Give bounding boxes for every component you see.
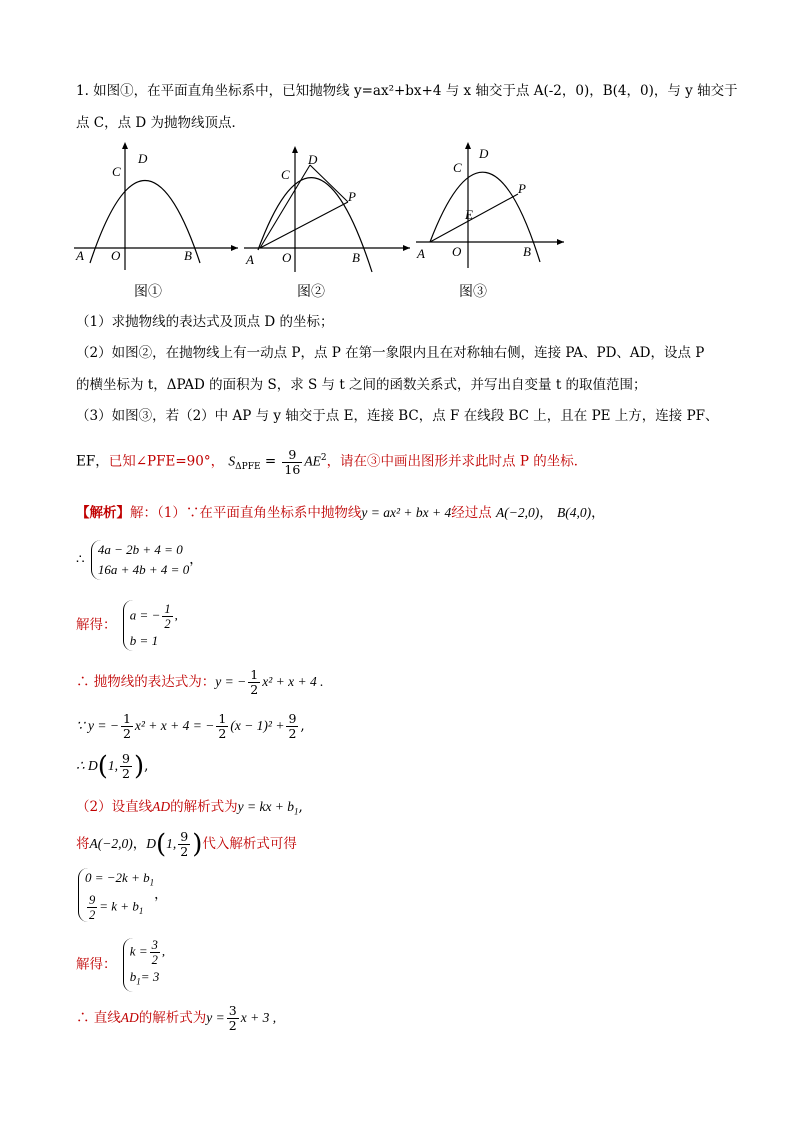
sol2-k-den: 2 (151, 953, 158, 967)
vertex-frac-3-den: 2 (288, 726, 297, 741)
line-ad-expression (76, 1004, 276, 1033)
parabola-expression (76, 668, 323, 697)
q3-fraction (282, 448, 302, 477)
system-2-row-1: 0 = −2k + b (85, 870, 150, 885)
fig3-label-P: P (518, 181, 526, 196)
q3-frac-den: 16 (284, 461, 301, 477)
sol2-k: k = (129, 943, 148, 959)
vertex-mid-1: x² + x + 4 = − (134, 718, 215, 733)
expr-den: 2 (250, 682, 259, 697)
expr-frac (248, 668, 260, 697)
question-2-line-2: 的横坐标为 t，ΔPAD 的面积为 S，求 S 与 t 之间的函数关系式，并写出自变量 t 的取值范围； (76, 377, 647, 393)
sol2-b-sub: 1 (136, 976, 141, 987)
sol2-k-num: 3 (151, 938, 158, 952)
figure-1 (70, 138, 240, 273)
line-prefix: ∴ 直线 (76, 1010, 121, 1026)
system-2 (76, 868, 168, 922)
expr-num: 1 (250, 667, 259, 682)
line-frac (227, 1004, 239, 1033)
vertex-d: ∴ D(1, $\frac{9}{2}$ ), (76, 751, 149, 782)
vertex-frac-3 (286, 712, 298, 741)
vertex-frac-3-num: 9 (288, 711, 297, 726)
fig1-label-C: C (112, 164, 121, 179)
fig3-label-C: C (453, 160, 462, 175)
expr-y: y = − (215, 674, 247, 689)
question-2-line-1: （2）如图②，在抛物线上有一动点 P，点 P 在第一象限内且在对称轴右侧，连接 PA、PD、AD，设点 P (76, 345, 705, 361)
d-frac (120, 752, 132, 781)
fig1-label-B: B (184, 248, 192, 263)
sol1-b: b = 1 (129, 633, 159, 648)
vertex-frac-2-den: 2 (218, 726, 227, 741)
fig2-label-B: B (352, 250, 360, 265)
line-ad: AD (120, 1010, 139, 1025)
fig2-label-P: P (348, 189, 356, 204)
vertex-mid-2: (x − 1)² + (230, 718, 285, 733)
vertex-pre: ∵ y = − (76, 718, 119, 733)
fig1-label-A: A (76, 248, 84, 263)
part-2-prefix: （2）设直线 (76, 799, 153, 815)
question-3-line-2 (76, 444, 587, 481)
system-2-brace (78, 868, 154, 922)
solution-because: ∵在平面直角坐标系中抛物线 (185, 505, 362, 521)
system-2-frac-den: 2 (89, 907, 96, 922)
line-eq-y: y = (206, 1010, 225, 1025)
sub-d: D (146, 836, 156, 851)
q3-ef: EF， (76, 453, 109, 470)
q3-frac-num: 9 (282, 448, 302, 463)
vertex-frac-2-num: 1 (218, 711, 227, 726)
line-frac-num: 3 (228, 1003, 237, 1018)
system-1 (76, 540, 203, 580)
solution-comma-2: ， (591, 505, 605, 521)
solution-tag: 【解析】 (76, 505, 130, 521)
sub-close-paren: ) (192, 829, 203, 860)
system-1-row-1: 4a − 2b + 4 = 0 (97, 542, 183, 557)
vertex-form: ∵ y = − $\frac{1}{2}$ x² + x + 4 = − $\frac{1}{2}$ (x − 1)² + $\frac{9}{2}$ , (76, 711, 305, 741)
fig2-label-A: A (246, 252, 254, 267)
d-close-paren: ) (133, 751, 145, 782)
figure-1-caption: 图① (134, 284, 162, 300)
sol1-a-frac (162, 602, 172, 631)
problem-line-2: 点 C，点 D 为抛物线顶点． (76, 115, 246, 131)
sub-prefix: 将 (76, 836, 90, 852)
d-open-paren: ( (97, 751, 108, 782)
vertex-frac-1-num: 1 (122, 711, 131, 726)
q3-s: S (228, 453, 236, 469)
sub-a: A(−2,0) (89, 836, 133, 851)
system-2-row-2-sub: 1 (138, 905, 144, 916)
fig1-label-O: O (111, 248, 121, 263)
figure-3 (412, 138, 582, 273)
sub-d-x: 1, (166, 836, 177, 851)
system-2-row-2: = k + b (99, 898, 139, 914)
solution-1-brace: a = − $\frac{1}{2}$ , b = 1 (123, 600, 178, 651)
system-1-brace (91, 540, 189, 580)
solution-k-b (76, 938, 165, 992)
fig3-label-B: B (523, 244, 531, 259)
fig3-label-E: E (465, 207, 473, 222)
sol2-k-frac (150, 938, 160, 967)
part-2-sub: 1 (294, 806, 299, 817)
solution-prefix: 解：（1） (130, 505, 186, 521)
question-3-line-1: （3）如图③，若（2）中 AP 与 y 轴交于点 E，连接 BC，点 F 在线段 BC 上，且在 PE 上方，连接 PF、 (76, 408, 719, 424)
d-pre: ∴ D (76, 758, 98, 773)
part-2-eq: y = kx + b (237, 799, 295, 814)
fig3-label-A: A (417, 246, 425, 261)
sub-d-frac-num: 9 (180, 829, 189, 844)
system-1-row-2: 16a + 4b + 4 = 0 (97, 562, 190, 577)
solution-point-b: B(4,0) (557, 505, 592, 520)
sub-d-frac (178, 830, 190, 859)
sol1-a: a = − (129, 607, 161, 623)
line-frac-den: 2 (228, 1018, 237, 1033)
fig2-label-O: O (282, 250, 292, 265)
q3-red-angle: 已知∠PFE=90°， (108, 453, 225, 470)
solution-2-brace: k = $\frac{3}{2}$ , $b_1= 3$ (123, 938, 165, 992)
solution-a-b (76, 600, 178, 651)
fig3-label-O: O (452, 244, 462, 259)
q3-ae-sq: 2 (320, 453, 327, 463)
fig3-label-D: D (479, 146, 489, 161)
system-1-comma: ， (189, 551, 203, 568)
vertex-frac-2 (216, 712, 228, 741)
line-text: 的解析式为 (138, 1010, 207, 1026)
d-frac-num: 9 (122, 751, 130, 766)
q3-s-sub: ΔPFE (235, 462, 261, 473)
line-rest: x + 3 , (240, 1010, 277, 1025)
vertex-frac-1 (121, 712, 133, 741)
sol2-b-rest: = 3 (140, 969, 160, 984)
solve-label-2: 解得： (76, 956, 117, 973)
system-2-frac-num: 9 (89, 892, 96, 907)
figure-2-caption: 图② (297, 284, 325, 300)
q3-red-instruction: ，请在③中画出图形并求此时点 P 的坐标． (326, 453, 588, 470)
sol1-a-num: 1 (164, 602, 171, 616)
fig2-label-D: D (308, 152, 318, 167)
part-2-text: 的解析式为 (170, 799, 238, 815)
part-2-intro: （2）设直线AD的解析式为y = kx + $b_1$, (76, 799, 303, 817)
figure-2 (240, 140, 415, 275)
system-2-comma: ， (154, 886, 168, 903)
solution-comma: ， (539, 505, 553, 521)
q3-eq: = (264, 453, 277, 470)
expr-prefix: ∴ 抛物线的表达式为： (76, 674, 216, 690)
sub-text: 代入解析式可得 (202, 836, 297, 852)
d-x: 1, (107, 758, 118, 773)
d-frac-den: 2 (122, 766, 130, 781)
solution-line-1 (76, 504, 605, 522)
sol2-b: b (129, 969, 137, 984)
system-2-row-1-sub: 1 (149, 877, 155, 888)
solve-label-1: 解得： (76, 617, 117, 633)
part-2-ad: AD (152, 799, 171, 814)
therefore-1: ∴ (76, 551, 85, 568)
q3-ae: AE (304, 453, 321, 469)
expr-rest: x² + x + 4 . (262, 674, 324, 689)
solution-passes: 经过点 (451, 505, 492, 521)
fig2-label-C: C (281, 167, 290, 182)
problem-line-1: 1. 如图①，在平面直角坐标系中，已知抛物线 y=ax²+bx+4 与 x 轴交于点 A(-2，0)，B(4，0)，与 y 轴交于 (76, 83, 738, 99)
vertex-frac-1-den: 2 (122, 726, 131, 741)
sol1-a-den: 2 (164, 617, 171, 631)
solution-point-a: A(−2,0) (496, 505, 540, 520)
substitute: 将A(−2,0)，D(1, $\frac{9}{2}$ )代入解析式可得 (76, 829, 297, 860)
figure-3-caption: 图③ (459, 284, 487, 300)
sub-open-paren: ( (155, 829, 167, 860)
fig1-label-D: D (138, 151, 148, 166)
question-1: （1）求抛物线的表达式及顶点 D 的坐标； (76, 314, 334, 330)
solution-eq: y = ax² + bx + 4 (361, 505, 452, 520)
sub-d-frac-den: 2 (180, 844, 189, 859)
system-2-frac (87, 893, 97, 922)
